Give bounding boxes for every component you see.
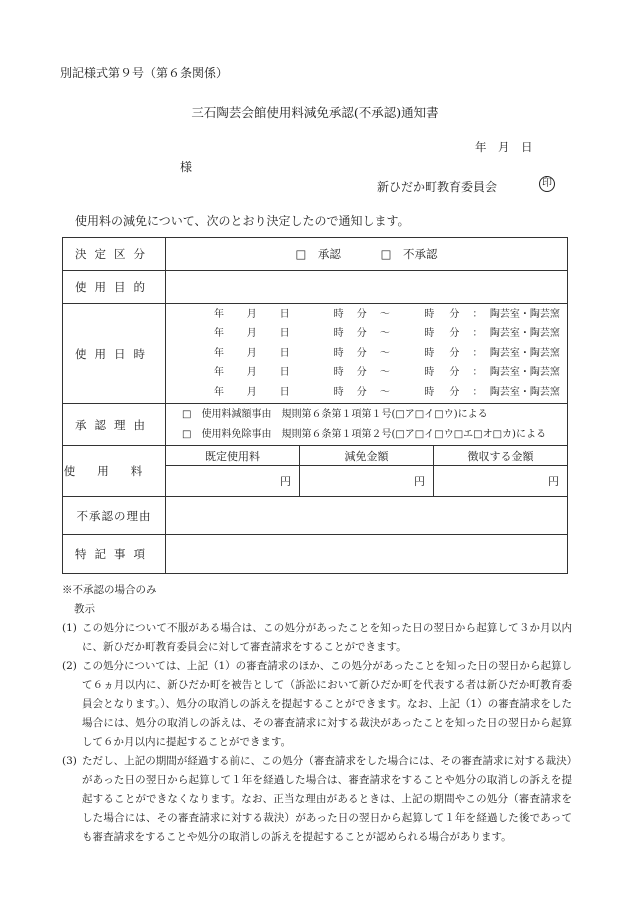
exemption-reason-checkbox[interactable]: □ 使用料免除事由 規則第６条第１項第２号(□ア□イ□ウ□エ□オ□カ)による [182, 428, 546, 440]
rejection-only-note: ※不承認の場合のみ [62, 584, 157, 596]
datetime-token: 陶芸室・陶芸窯 [489, 328, 560, 340]
datetime-token: 分 [449, 308, 460, 320]
collected-amount-field[interactable]: 円 [434, 466, 568, 497]
rejection-reason-label: 不承認の理由 [63, 497, 166, 535]
datetime-token: 時 [424, 328, 435, 340]
datetime-token: ： [472, 367, 483, 379]
note-text: ただし、上記の期間が経過する前に、この処分（審査請求をした場合には、その審査請求に対する裁決）があった日の翌日から起算して１年を経過した場合は、審査請求をすることや処分の取消しの訴えを提起することができなくなります。なお、正当な理由があるときは、上記の期間やこの処分（審査請求をした場合には、その審査請求に対する裁決）があった日の翌日から起算して１年を経過した後であっても審査請求をすることや処分の取消しの訴えを提起することが認められる場合があります。 [82, 755, 572, 843]
datetime-token: 時 [333, 347, 344, 359]
note-item [62, 752, 572, 847]
datetime-token: ～ [379, 347, 390, 359]
datetime-token: 時 [424, 347, 435, 359]
intro-text: 使用料の減免について、次のとおり決定したので通知します。 [75, 214, 410, 228]
datetime-row [214, 324, 567, 343]
datetime-token: ～ [379, 328, 390, 340]
form-number: 別記様式第９号（第６条関係） [60, 66, 229, 80]
purpose-label: 使用目的 [63, 271, 166, 304]
addressee-honorific: 様 [180, 160, 193, 174]
datetime-token: ： [472, 386, 483, 398]
datetime-token: ： [472, 308, 483, 320]
datetime-row [214, 383, 567, 402]
issue-date: 年 月 日 [475, 140, 533, 154]
seal-mark: 印 [539, 176, 555, 192]
datetime-label: 使用日時 [63, 304, 166, 404]
approval-reason-cell [166, 404, 568, 446]
approve-checkbox[interactable]: □ 承認 [295, 247, 341, 261]
datetime-token: 時 [333, 367, 344, 379]
datetime-token: 日 [279, 328, 290, 340]
datetime-row [214, 363, 567, 382]
datetime-token: 分 [356, 367, 367, 379]
datetime-token: 年 [214, 328, 224, 340]
notice-form-table [62, 237, 568, 574]
datetime-token: 年 [214, 347, 224, 359]
instruction-notes [62, 581, 572, 847]
datetime-token: 分 [356, 386, 367, 398]
reduction-reason-checkbox[interactable]: □ 使用料減額事由 規則第６条第１項第１号(□ア□イ□ウ)による [182, 408, 488, 420]
datetime-token: 分 [449, 328, 460, 340]
datetime-token: ： [472, 328, 483, 340]
datetime-token: 日 [279, 308, 290, 320]
decision-cell [166, 238, 568, 271]
datetime-row [214, 305, 567, 324]
standard-fee-header: 既定使用料 [166, 446, 300, 466]
datetime-token: 時 [424, 386, 435, 398]
issuer-name: 新ひだか町教育委員会 [377, 180, 498, 194]
datetime-cell [166, 304, 568, 404]
datetime-token: 月 [246, 328, 257, 340]
datetime-token: 時 [333, 386, 344, 398]
datetime-token: 陶芸室・陶芸窯 [489, 386, 560, 398]
datetime-token: 分 [356, 308, 367, 320]
rejection-reason-field[interactable] [166, 497, 568, 535]
note-text: この処分について不服がある場合は、この処分があったことを知った日の翌日から起算して３か月以内に、新ひだか町教育委員会に対して審査請求をすることができます。 [82, 622, 572, 653]
collected-amount-header: 徴収する金額 [434, 446, 568, 466]
note-item [62, 619, 572, 657]
approval-reason-label: 承認理由 [63, 404, 166, 446]
note-number: (3) [62, 755, 77, 767]
datetime-token: 陶芸室・陶芸窯 [489, 308, 560, 320]
instruction-heading: 教示 [74, 603, 95, 615]
datetime-token: 年 [214, 367, 224, 379]
datetime-token: 分 [449, 347, 460, 359]
datetime-token: 分 [449, 386, 460, 398]
document-title: 三石陶芸会館使用料減免承認(不承認)通知書 [191, 105, 439, 120]
datetime-token: 日 [279, 386, 290, 398]
datetime-token: 分 [449, 367, 460, 379]
datetime-token: 陶芸室・陶芸窯 [489, 347, 560, 359]
note-item [62, 657, 572, 752]
standard-fee-field[interactable]: 円 [166, 466, 300, 497]
note-number: (2) [62, 660, 77, 672]
datetime-token: 時 [333, 308, 344, 320]
datetime-token: 年 [214, 308, 224, 320]
datetime-token: 時 [333, 328, 344, 340]
decision-label: 決定区分 [63, 238, 166, 271]
reduction-amount-field[interactable]: 円 [300, 466, 434, 497]
datetime-token: 月 [246, 308, 257, 320]
datetime-token: 日 [279, 347, 290, 359]
special-notes-field[interactable] [166, 535, 568, 574]
datetime-row [214, 344, 567, 363]
datetime-token: 日 [279, 367, 290, 379]
datetime-token: 陶芸室・陶芸窯 [489, 367, 560, 379]
datetime-token: ～ [379, 308, 390, 320]
datetime-token: 時 [424, 367, 435, 379]
note-number: (1) [62, 622, 77, 634]
reduction-amount-header: 減免金額 [300, 446, 434, 466]
datetime-token: 分 [356, 328, 367, 340]
datetime-token: 時 [424, 308, 435, 320]
note-text: この処分については、上記（1）の審査請求のほか、この処分があったことを知った日の翌日から起算して６ヵ月以内に、新ひだか町を被告として（訴訟において新ひだか町を代表する者は新ひだか町教育委員会となります。）、処分の取消しの訴えを提起することができます。なお、上記（1）の審査請求をした場合には、処分の取消しの訴えは、その審査請求に対する裁決があったことを知った日の翌日から起算して６か月以内に提起することができます。 [82, 660, 572, 748]
datetime-token: 月 [246, 386, 257, 398]
special-notes-label: 特記事項 [63, 535, 166, 574]
datetime-token: ： [472, 347, 483, 359]
datetime-token: ～ [379, 367, 390, 379]
datetime-token: 月 [246, 367, 257, 379]
purpose-field[interactable] [166, 271, 568, 304]
datetime-token: 分 [356, 347, 367, 359]
datetime-token: 月 [246, 347, 257, 359]
datetime-token: ～ [379, 386, 390, 398]
datetime-token: 年 [214, 386, 224, 398]
reject-checkbox[interactable]: □ 不承認 [380, 247, 438, 261]
fee-label: 使用料 [63, 446, 166, 497]
